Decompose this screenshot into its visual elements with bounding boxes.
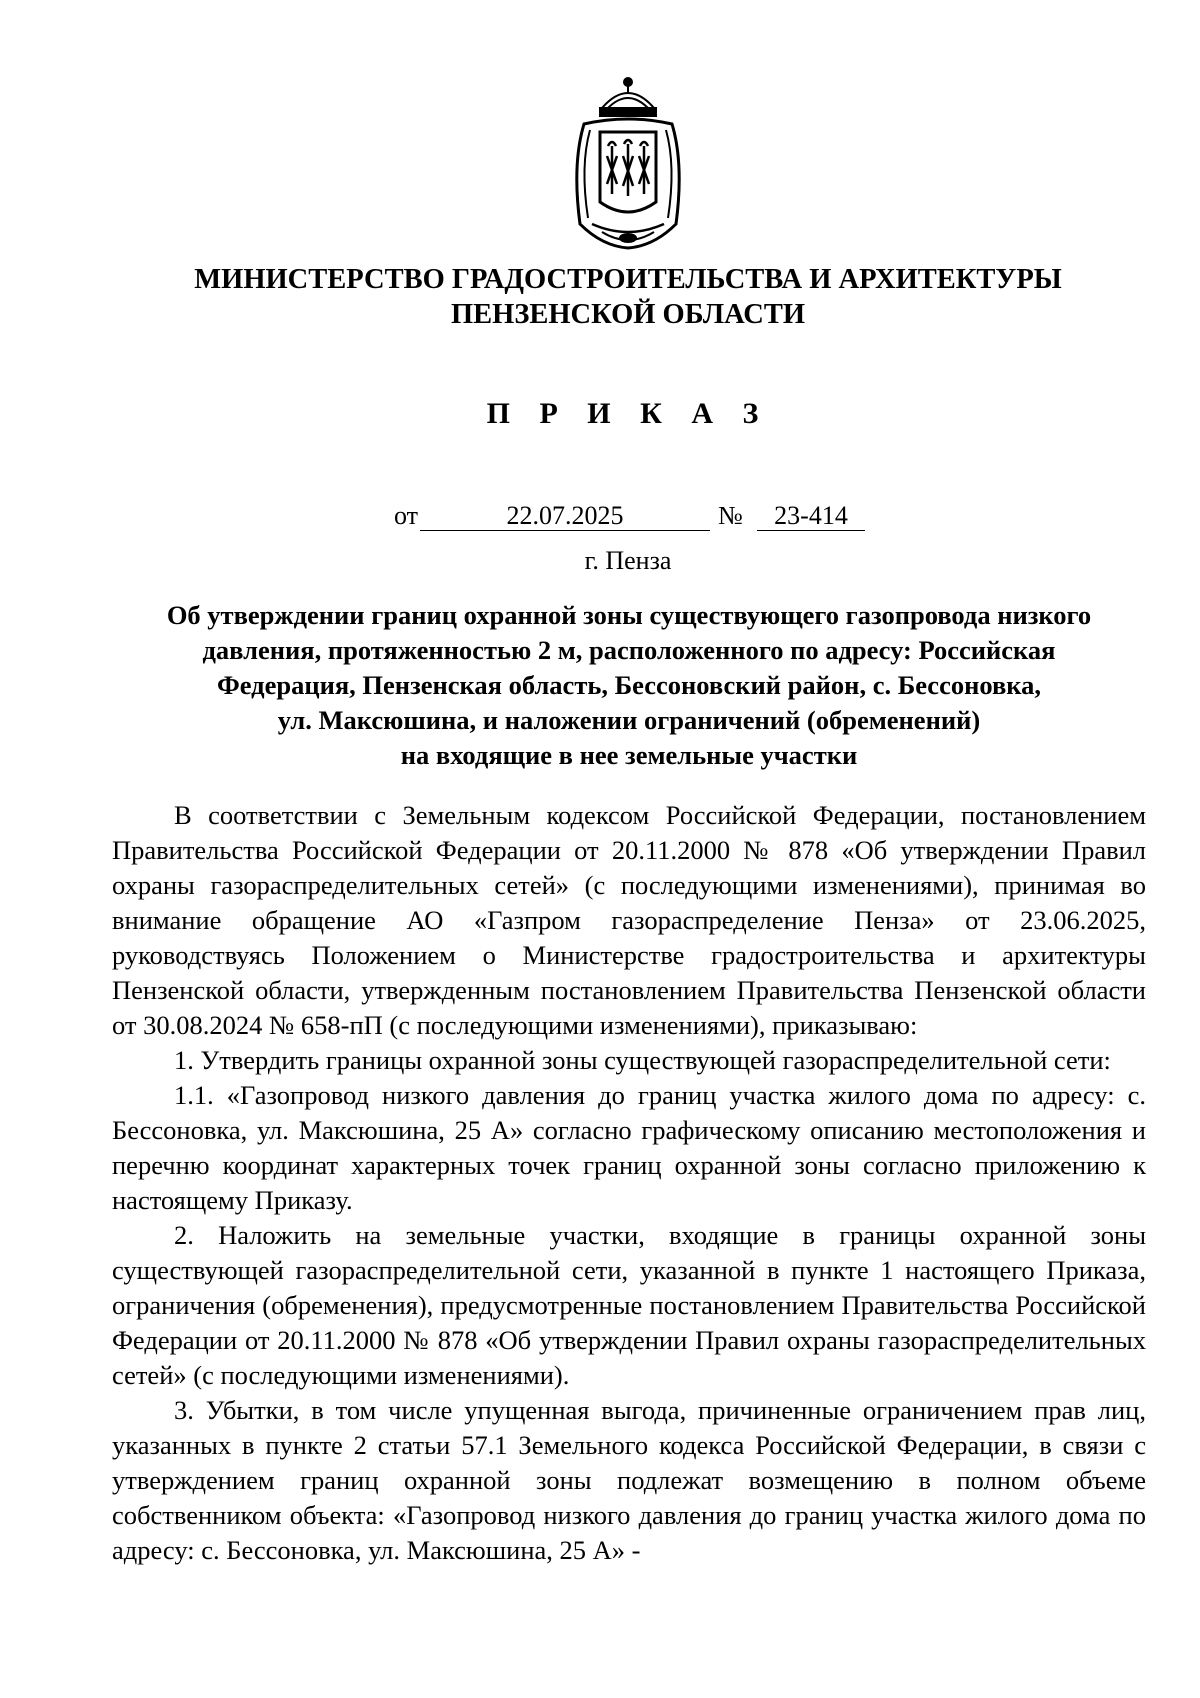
subject-line3: Федерация, Пензенская область, Бессоновский район, с. Бессоновка,	[216, 670, 1041, 700]
body-paragraph-preamble: В соответствии с Земельным кодексом Российской Федерации, постановлением Правительства Российской Федерации от 20.11.2000 № 878 «Об утверждении Правил охраны газораспределительных сетей» (с последующими изменениями), принимая во внимание обращение АО «Газпром газораспределение Пенза» от 23.06.2025, руководствуясь Положением о Министерстве градостроительства и архитектуры Пензенской области, утвержденным постановлением Правительства Пензенской области от 30.08.2024 № 658-пП (с последующими изменениями), приказываю:	[112, 800, 1146, 1040]
order-number: 23-414	[757, 500, 865, 531]
date-from-label: от	[394, 501, 419, 530]
body-paragraph-item-1-1: 1.1. «Газопровод низкого давления до границ участка жилого дома по адресу: с. Бессоновка, ул. Максюшина, 25 А» согласно графическому описанию местоположения и перечню координат характерных точек границ охранной зоны согласно приложению к настоящему Приказу.	[112, 1080, 1146, 1215]
ministry-name	[0, 262, 1200, 332]
subject-line5: на входящие в нее земельные участки	[400, 740, 858, 770]
order-subject	[112, 598, 1146, 773]
body-paragraph-item-1: 1. Утвердить границы охранной зоны существующей газораспределительной сети:	[174, 1045, 1111, 1075]
order-number-label: №	[718, 501, 743, 530]
subject-line1: Об утверждении границ охранной зоны существующего газопровода низкого	[166, 600, 1092, 630]
body-paragraph-item-3: 3. Убытки, в том числе упущенная выгода, причиненные ограничением прав лиц, указанных в пункте 2 статьи 57.1 Земельного кодекса Российской Федерации, в связи с утверждением границ охранной зоны подлежат возмещению в полном объеме собственником объекта: «Газопровод низкого давления до границ участка жилого дома по адресу: с. Бессоновка, ул. Максюшина, 25 А» -	[112, 1395, 1146, 1565]
order-body	[112, 798, 1146, 1568]
coat-of-arms-icon	[562, 74, 694, 254]
order-title: П Р И К А З	[486, 397, 770, 430]
order-city: г. Пенза	[584, 546, 672, 575]
subject-line2: давления, протяженностью 2 м, расположенного по адресу: Российская	[202, 635, 1056, 665]
ministry-name-line1: МИНИСТЕРСТВО ГРАДОСТРОИТЕЛЬСТВА И АРХИТЕКТУРЫ	[194, 264, 1062, 295]
subject-line4: ул. Максюшина, и наложении ограничений (обременений)	[277, 705, 981, 735]
ministry-name-line2: ПЕНЗЕНСКОЙ ОБЛАСТИ	[450, 299, 806, 330]
body-paragraph-item-2: 2. Наложить на земельные участки, входящие в границы охранной зоны существующей газораспределительной сети, указанной в пункте 1 настоящего Приказа, ограничения (обременения), предусмотренные постановлением Правительства Российской Федерации от 20.11.2000 № 878 «Об утверждении Правил охраны газораспределительных сетей» (с последующими изменениями).	[112, 1220, 1146, 1390]
order-date: 22.07.2025	[420, 500, 710, 531]
